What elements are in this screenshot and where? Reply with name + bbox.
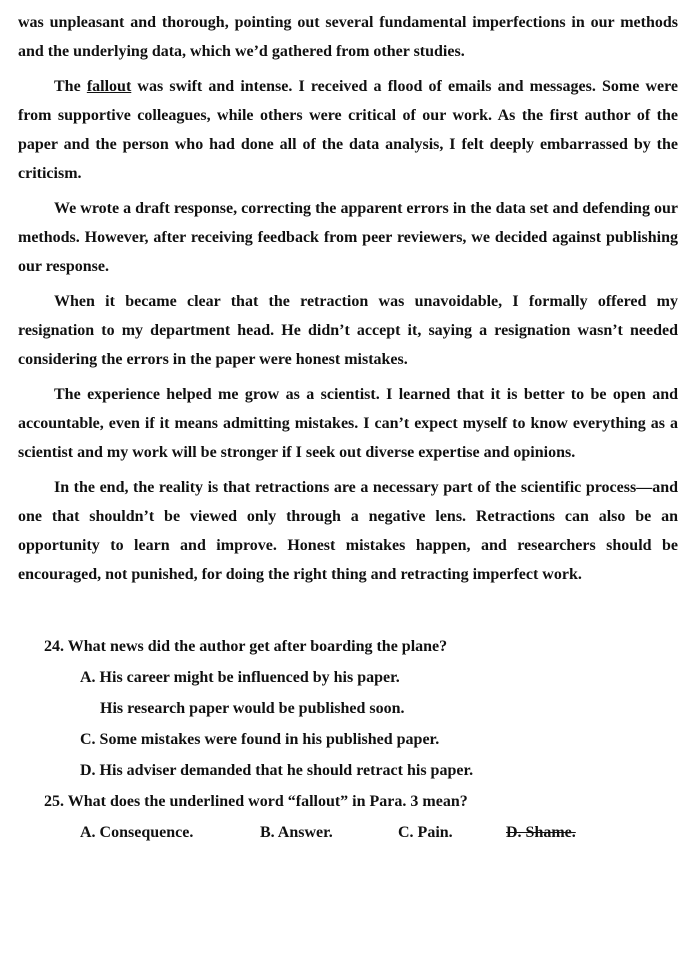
question-25-option-b: B. Answer. (260, 824, 333, 841)
paragraph-4-text: When it became clear that the retraction was unavoidable, I formally offered my resignation to my department head. He didn’t accept it, saying a resignation wasn’t needed considering the errors in the paper were honest mistakes. (18, 293, 678, 368)
paragraph-2-text-end: was swift and intense. I received a flood of emails and messages. Some were from supportive colleagues, while others were critical of our work. As the first author of the paper and the person who had done all of the data analysis, I felt deeply embarrassed by the criticism. (18, 78, 679, 182)
question-24-option-a: A. His career might be influenced by his paper. (80, 669, 400, 686)
paragraph-1-text: was unpleasant and thorough, pointing out several fundamental imperfections in our methods and the underlying data, which we’d gathered from other studies. (18, 14, 678, 60)
question-24-option-b: His research paper would be published soon. (100, 700, 405, 717)
paragraph-1 (18, 8, 678, 66)
question-25-option-d: D. Shame. (506, 824, 576, 841)
paragraph-5-text: The experience helped me grow as a scientist. I learned that it is better to be open and accountable, even if it means admitting mistakes. I can’t expect myself to know everything as a scientist and my work will be stronger if I seek out diverse expertise and opinions. (18, 386, 678, 461)
question-24-stem: 24. What news did the author get after boarding the plane? (44, 638, 448, 655)
question-25-option-c: C. Pain. (398, 824, 453, 841)
paragraph-3-text: We wrote a draft response, correcting the apparent errors in the data set and defending our methods. However, after receiving feedback from peer reviewers, we decided against publishing our response. (18, 200, 678, 275)
questions-section (18, 631, 678, 849)
paragraph-2-text-start: The (54, 78, 87, 95)
underlined-word-fallout: fallout (86, 78, 132, 95)
paragraph-5 (18, 380, 678, 467)
paragraph-6-text: In the end, the reality is that retractions are a necessary part of the scientific process—and one that shouldn’t be viewed only through a negative lens. Retractions can also be an opportunity to learn and improve. Honest mistakes happen, and researchers should be encouraged, not punished, for doing the right thing and retracting imperfect work. (18, 479, 678, 583)
question-24-option-d: D. His adviser demanded that he should retract his paper. (80, 762, 474, 779)
question-25-options (44, 817, 678, 849)
question-25-stem: 25. What does the underlined word “fallout” in Para. 3 mean? (44, 793, 468, 810)
question-25-option-a: A. Consequence. (80, 824, 194, 841)
paragraph-2 (18, 72, 678, 188)
paragraph-6 (18, 473, 678, 589)
paragraph-4 (18, 287, 678, 374)
paragraph-3 (18, 194, 678, 281)
question-24-option-c: C. Some mistakes were found in his published paper. (80, 731, 440, 748)
